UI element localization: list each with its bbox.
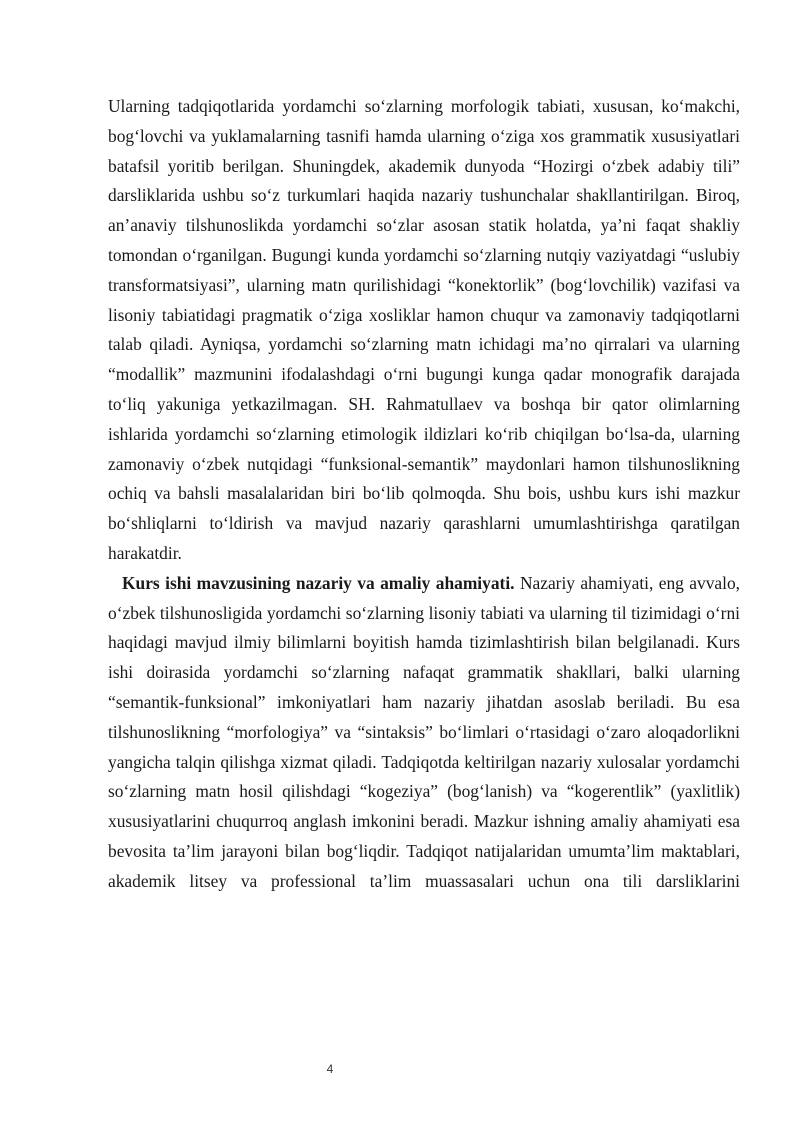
- section-heading-inline: Kurs ishi mavzusining nazariy va amaliy ahamiyati.: [122, 572, 515, 593]
- paragraph-previous-research: [108, 92, 740, 569]
- page-number: 4: [326, 1062, 334, 1076]
- paragraph-text: Ularning tadqiqotlarida yordamchi so‘zlarning morfologik tabiati, xususan, ko‘makchi, bog‘lovchi va yuklamalarning tasnifi hamda ularning o‘ziga xos grammatik xususiyatlari batafsil yoritib berilgan. Shuningdek, akademik dunyoda “Hozirgi o‘zbek adabiy tili” darsliklarida ushbu so‘z turkumlari haqida nazariy tushunchalar shakllantirilgan. Biroq, an’anaviy tilshunoslikda yordamchi so‘zlar asosan statik holatda, ya’ni faqat shakliy tomondan o‘rganilgan. Bugungi kunda yordamchi so‘zlarning nutqiy vaziyatdagi “uslubiy transformatsiyasi”, ularning matn qurilishidagi “konektorlik” (bog‘lovchilik) vazifasi va lisoniy tabiatidagi pragmatik o‘ziga xosliklar hamon chuqur va zamonaviy tadqiqotlarni talab qiladi. Ayniqsa, yordamchi so‘zlarning matn ichidagi ma’no qirralari va ularning “modallik” mazmunini ifodalashdagi o‘rni bugungi kunga qadar monografik darajada to‘liq yakuniga yetkazilmagan. SH. Rahmatullaev va boshqa bir qator olimlarning ishlarida yordamchi so‘zlarning etimologik ildizlari ko‘rib chiqilgan bo‘lsa-da, ularning zamonaviy o‘zbek nutqidagi “funksional-semantik” maydonlari hamon tilshunoslikning ochiq va bahsli masalalaridan biri bo‘lib qolmoqda. Shu bois, ushbu kurs ishi mazkur bo‘shliqlarni to‘ldirish va mavjud nazariy qarashlarni umumlashtirishga qaratilgan harakatdir.: [108, 96, 740, 563]
- body-text: [108, 92, 740, 897]
- paragraph-text: Nazariy ahamiyati, eng avvalo, o‘zbek tilshunosligida yordamchi so‘zlarning lisoniy tabiati va ularning til tizimidagi o‘rni haqidagi mavjud ilmiy bilimlarni boyitish hamda tizimlashtirish bilan belgilanadi. Kurs ishi doirasida yordamchi so‘zlarning nafaqat grammatik shakllari, balki ularning “semantik-funksional” imkoniyatlari ham nazariy jihatdan asoslab beriladi. Bu esa tilshunoslikning “morfologiya” va “sintaksis” bo‘limlari o‘rtasidagi o‘zaro aloqadorlikni yangicha talqin qilishga xizmat qiladi. Tadqiqotda keltirilgan nazariy xulosalar yordamchi so‘zlarning matn hosil qilishdagi “kogeziya” (bog‘lanish) va “kogerentlik” (yaxlitlik) xususiyatlarini chuqurroq anglash imkonini beradi. Mazkur ishning amaliy ahamiyati esa bevosita ta’lim jarayoni bilan bog‘liqdir. Tadqiqot natijalaridan umumta’lim maktablari, akademik litsey va professional ta’lim muassasalari uchun ona tili darsliklarini: [108, 572, 741, 891]
- paragraph-significance: [108, 569, 740, 897]
